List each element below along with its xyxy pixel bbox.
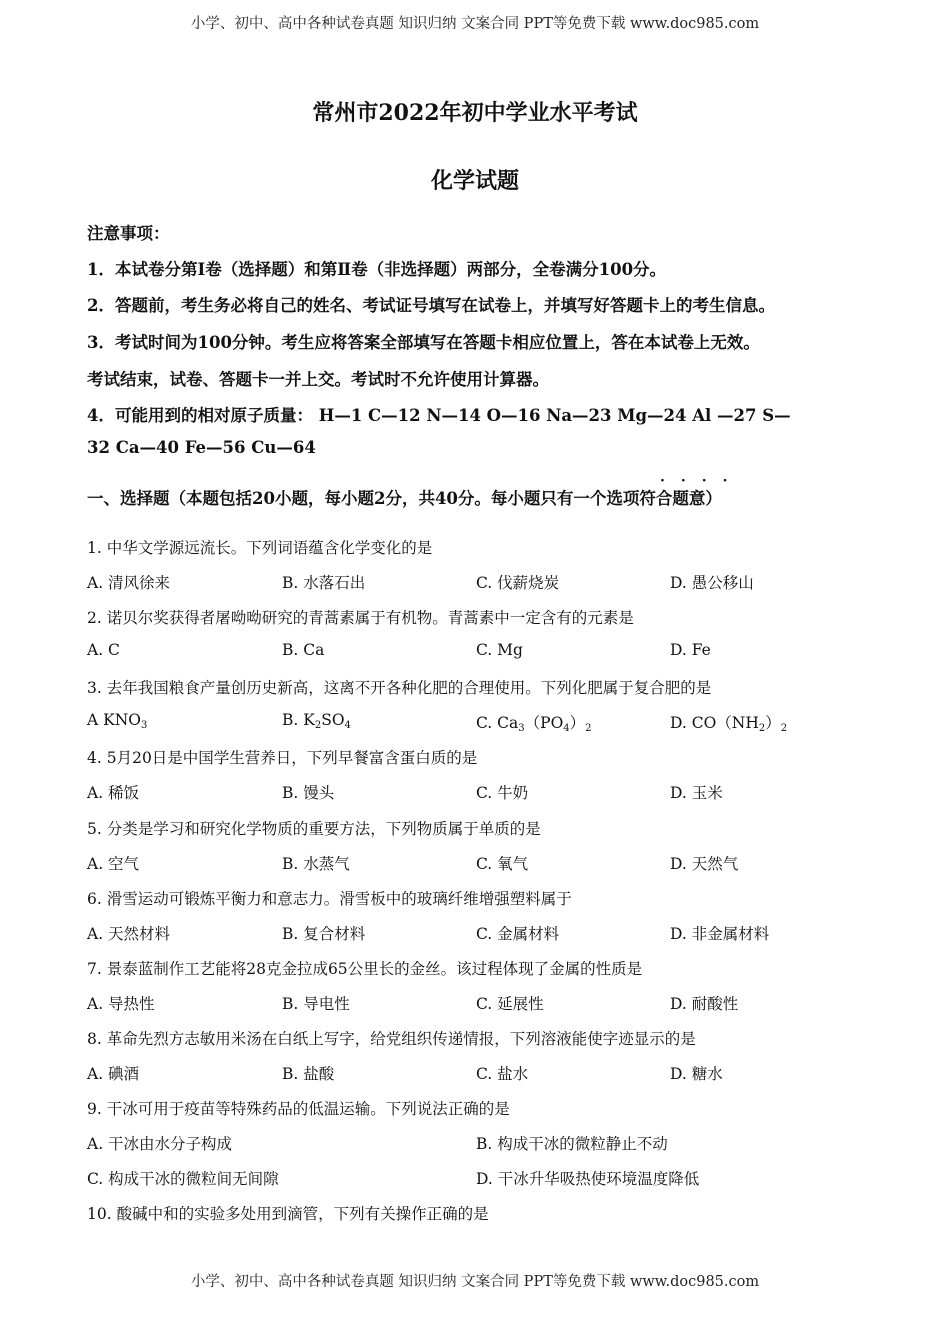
option-d: D. 糖水 [670,1065,723,1083]
option-c: C. 金属材料 [476,925,560,943]
notice-item-4: 4．可能用到的相对原子质量： H—1 C—12 N—14 O—16 Na—23 Mg—24 Al —27 S— [87,406,791,425]
question-stem: 9. 干冰可用于疫苗等特殊药品的低温运输。下列说法正确的是 [87,1100,510,1118]
option-c: C. Mg [476,641,523,659]
option-c: C. 延展性 [476,995,544,1013]
option-d: D. 干冰升华吸热使环境温度降低 [476,1170,700,1188]
option-b: B. Ca [282,641,325,659]
question-stem: 8. 革命先烈方志敏用米汤在白纸上写字，给党组织传递情报，下列溶液能使字迹显示的是 [87,1030,696,1048]
option-d: D. $CO(NH_2)_2$ [670,714,788,734]
option-a: A. 干冰由水分子构成 [87,1135,233,1153]
option-b: B. 盐酸 [282,1065,335,1083]
option-a: A. 碘酒 [87,1065,140,1083]
question-stem: 10. 酸碱中和的实验多处用到滴管，下列有关操作正确的是 [87,1205,489,1223]
notice-heading: 注意事项： [87,224,170,243]
option-a: A $KNO_3$ [87,711,148,731]
option-a: A. C [87,641,120,659]
question-stem: 2. 诺贝尔奖获得者屠呦呦研究的青蒿素属于有机物。青蒿素中一定含有的元素是 [87,609,634,627]
option-d: D. 非金属材料 [670,925,770,943]
option-d: D. 天然气 [670,855,739,873]
option-d: D. Fe [670,641,711,659]
subject-title: 化学试题 [430,168,519,194]
notice-item-3: 3．考试时间为100分钟。考生应将答案全部填写在答题卡相应位置上，答在本试卷上无效。 [87,333,760,352]
question-stem: 7. 景泰蓝制作工艺能将28克金拉成65公里长的金丝。该过程体现了金属的性质是 [87,960,643,978]
notice-item-4-cont: 32 Ca—40 Fe—56 Cu—64 [87,438,316,457]
option-b: B. 导电性 [282,995,350,1013]
question-stem: 1. 中华文学源远流长。下列词语蕴含化学变化的是 [87,539,433,557]
question-stem: 4. 5月20日是中国学生营养日，下列早餐富含蛋白质的是 [87,749,478,767]
option-a: A. 天然材料 [87,925,171,943]
emphasis-dots: ···· [660,473,744,489]
question-stem: 3. 去年我国粮食产量创历史新高，这离不开各种化肥的合理使用。下列化肥属于复合肥的是 [87,679,712,697]
option-a: A. 清风徐来 [87,574,171,592]
notice-item-1: 1．本试卷分第Ⅰ卷（选择题）和第Ⅱ卷（非选择题）两部分，全卷满分100分。 [87,260,667,279]
option-b: B. 构成干冰的微粒静止不动 [476,1135,668,1153]
option-c: C. 构成干冰的微粒间无间隙 [87,1170,279,1188]
notice-item-3-cont: 考试结束，试卷、答题卡一并上交。考试时不允许使用计算器。 [87,370,549,389]
option-c: C. $Ca_3(PO_4)_2$ [476,714,592,734]
notice-item-2: 2．答题前，考生务必将自己的姓名、考试证号填写在试卷上，并填写好答题卡上的考生信息。 [87,296,775,315]
option-a: A. 稀饭 [87,784,140,802]
page-footer: 小学、初中、高中各种试卷真题 知识归纳 文案合同 PPT等免费下载 www.doc985.com [190,1274,760,1290]
option-c: C. 牛奶 [476,784,529,802]
option-b: B. 水落石出 [282,574,366,592]
option-d: D. 玉米 [670,784,723,802]
option-c: C. 氧气 [476,855,529,873]
option-c: C. 伐薪烧炭 [476,574,560,592]
option-d: D. 耐酸性 [670,995,739,1013]
question-stem: 6. 滑雪运动可锻炼平衡力和意志力。滑雪板中的玻璃纤维增强塑料属于 [87,890,572,908]
option-b: B. $K_2SO_4$ [282,711,351,731]
option-d: D. 愚公移山 [670,574,754,592]
option-b: B. 馒头 [282,784,335,802]
exam-title: 常州市2022年初中学业水平考试 [312,100,638,126]
page-header: 小学、初中、高中各种试卷真题 知识归纳 文案合同 PPT等免费下载 www.doc985.com [190,16,760,32]
option-b: B. 复合材料 [282,925,366,943]
option-b: B. 水蒸气 [282,855,350,873]
question-stem: 5. 分类是学习和研究化学物质的重要方法，下列物质属于单质的是 [87,820,541,838]
option-a: A. 空气 [87,855,140,873]
option-c: C. 盐水 [476,1065,529,1083]
option-a: A. 导热性 [87,995,155,1013]
section-title: 一、选择题（本题包括20小题，每小题2分，共40分。每小题只有一个选项符合题意） [87,489,722,508]
